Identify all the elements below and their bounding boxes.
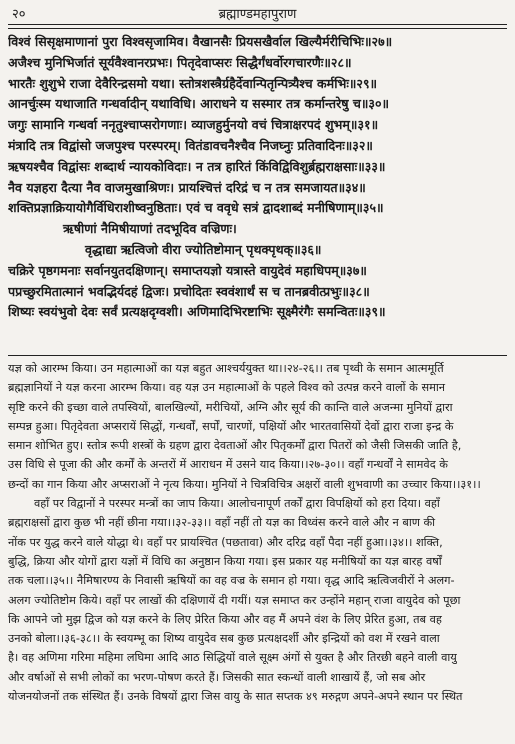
translation-line: यज्ञ को आरम्भ किया। उन महात्माओं का यज्ञ बहुत आश्चर्ययुक्त था।।२४-२६।। तब पृथ्वी के समान आत्ममूर्ति [8,362,444,375]
translation-line: उनको बोला।।३६-३८।। के स्वयम्भू का शिष्य वायुदेव सब कुछ प्रत्यक्षदर्शी और इन्द्रियों को वश में रखने वाला [8,632,440,646]
translation-line: अलग ज्योतिष्टोम किये। वहाँ पर लाखों की दक्षिणायें दी गयीं। यज्ञ समाप्त कर उन्होंने महान् राजा वायुदेव को पूछा [8,593,461,607]
translation-line-indented: वहाँ पर विद्वानों ने परस्पर मन्त्रों का जाप किया। आलोचनापूर्ण तर्कों द्वारा विपक्षियों को हरा दिया। वहाँ [34,497,440,511]
verse-line: चक्रिरे पृष्ठगमनाः सर्वानयुतदक्षिणान्। समाप्तयज्ञो यत्रास्ते वायुदेवं महाधिपम्॥३७॥ [8,262,367,278]
verse-line: शक्तिप्रज्ञाक्रियायोगैर्विधिराशीष्वनुष्ठिताः। एवं च ववृधे सत्रं द्वादशाब्दं मनीषिणाम्॥३५॥ [8,200,384,216]
verse-line: मंत्रादि तत्र विद्वांसो जजपुश्च परस्परम्। वितंडावचनैश्चैव निजघ्नुः प्रतिवादिनः॥३२॥ [8,137,373,153]
translation-line: है। वह अणिमा गरिमा महिमा लघिमा आदि आठ सिद्धियों वाले सूक्ष्म अंगों से युक्त है और तिरछी बहने वाली वायु [8,651,457,665]
translation-line: ब्रह्मज्ञानियों ने यज्ञ करना आरम्भ किया। वह यज्ञ उन महात्माओं के पहले विश्व को उत्पन्न करने वालों के समान [8,381,446,395]
translation-line: छन्दों का गान किया और अप्सराओं ने नृत्य किया। मुनियों ने चित्रविचित्र अक्षरों वाली शुभवाणी का उच्चार किया।।३१।। [8,477,481,491]
verse-line: जगुः सामानि गन्धर्वा ननृतुश्चाप्सरोगणाः। व्याजहुर्मुनयो वचं चित्राक्षरपदं शुभम्॥३१॥ [8,117,379,133]
translation-line: तक चला।।३५।। नैमिषारण्य के निवासी ऋषियों का वह वज्र के समान हो गया। वृद्ध आदि ऋत्विजवीरों ने अलग- [8,574,455,588]
translation-line: सृष्टि करने की इच्छा वाले तपस्वियों, बालखिल्यों, मरीचियों, अग्नि और सूर्य की कान्ति वाले अजन्मा मुनियों द्वारा [8,400,453,414]
verse-line: अजैश्च मुनिभिर्जातं सूर्यवैश्वानरप्रभः। पितृदेवाप्सरः सिद्धैर्गंधर्वोरगचारणैः॥२८॥ [8,54,352,70]
verse-line-indented: वृद्धाद्या ऋत्विजो वीरा ज्योतिष्टोमान् पृथक्पृथक्॥३६॥ [85,241,322,257]
page-number: २० [12,7,26,22]
running-title: ब्रह्माण्डमहापुराण [218,7,297,22]
page-header [12,4,503,22]
translation-line: योजनयोजनों तक संस्थित हैं। उनके विषयों द्वारा जिस वायु के सात सप्तक ४९ मरुद्गण अपने-अपने स्थान पर स्थित [8,690,463,704]
hindi-translation [8,359,508,706]
verse-line: नैव यज्ञहरा दैत्या नैव वाजमुखाश्रिणः। प्रायश्चित्तं दरिद्रं च न तत्र समजायत॥३४॥ [8,179,366,195]
translation-line: और वर्षाओं से सभी लोकों का भरण-पोषण करते हैं। जिसकी सात स्कन्धों वाली शाखायें हैं, जो सब ओर [8,670,426,684]
verse-line: भारतैः शुशुभे राजा देवैरिन्द्रसमो यथा। स्तोत्रशस्त्रैर्ग्रहैर्देवान्पितृन्पित्र्यैश्च कर्मभिः॥२९॥ [8,75,378,91]
translation-line: नोंक पर युद्ध करने वाले योद्धा थे। वहाँ पर प्रायश्चित (पछतावा) और दरिद्र वहाँ पैदा नहीं हुआ।।३४।। शक्ति, [8,535,443,549]
header-rule-top [8,24,507,25]
verse-line: विश्वं सिसृक्षमाणानां पुरा विश्वसृजामिव। वैखानसैः प्रियसखैर्वाल खिल्यैर्मरीचिभिः॥२७॥ [8,34,393,49]
translation-line: कि आपने जो मुझ द्विज को यज्ञ करने के लिए प्रेरित किया और वह मैं अपने वंश के लिए प्रेरित हुआ, तब वह [8,612,442,626]
sanskrit-verses [8,32,508,323]
translation-line: बुद्धि, क्रिया और योगों द्वारा यज्ञों में विधि का अनुष्ठान किया गया। इस प्रकार यह मनीषियों का यज्ञ बारह वर्षों [8,554,442,568]
verse-line: शिष्यः स्वयंभुवो देवः सर्वं प्रत्यक्षदृग्वशी। अणिमादिभिरष्टाभिः सूक्ष्मैरंगैः समन्वितः॥३९॥ [8,304,386,320]
translation-line: ब्रह्मराक्षसों द्वारा कुछ भी नहीं छीना गया।।३२-३३।। वहाँ नहीं तो यज्ञ का विध्वंस करने वाले और न बाण की [8,516,436,530]
verse-line-indented: ऋषीणां नैमिषीयाणां तदभूदिव वज्रिणः। [63,221,237,237]
translation-line: सम्पन्न हुआ। पितृदेवता अप्सरायें सिद्धों, गन्धर्वों, सर्पों, चारणों, पक्षियों और भारतवासियों देवों द्वारा राजा इन्द्र के [8,419,454,433]
verse-line: पप्रच्छुरमितात्मानं भवद्भिर्यदहं द्विजः। प्रचोदितः स्ववंशार्थं स च तानब्रवीत्प्रभुः॥३८॥ [8,283,370,299]
verse-line: ऋषयश्चैव विद्वांसः शब्दार्थ न्यायकोविदाः। न तत्र हारितं किंविद्विविशुर्ब्रह्मराक्षसाः॥३३॥ [8,158,386,174]
header-rule-bottom [8,28,507,29]
section-divider [8,355,507,356]
translation-line: उस विधि से पूजा की और कर्मों के अन्तरों में आराधन में उसने याद किया।।२७-३०।। वहाँ गन्धर्वों ने सामवेद के [8,458,448,472]
verse-line: आनर्चुःस्म यथाजाति गन्धर्वादीन् यथाविधि। आराधने य सस्मार तत्र कर्मान्तरेषु च॥३०॥ [8,96,390,112]
translation-line: समान शोभित हुए। स्तोत्र रूपी शस्त्रों के ग्रहण द्वारा देवताओं और पितृकर्मों द्वारा पितरों को जैसी जिसकी जाति है, [8,439,462,453]
